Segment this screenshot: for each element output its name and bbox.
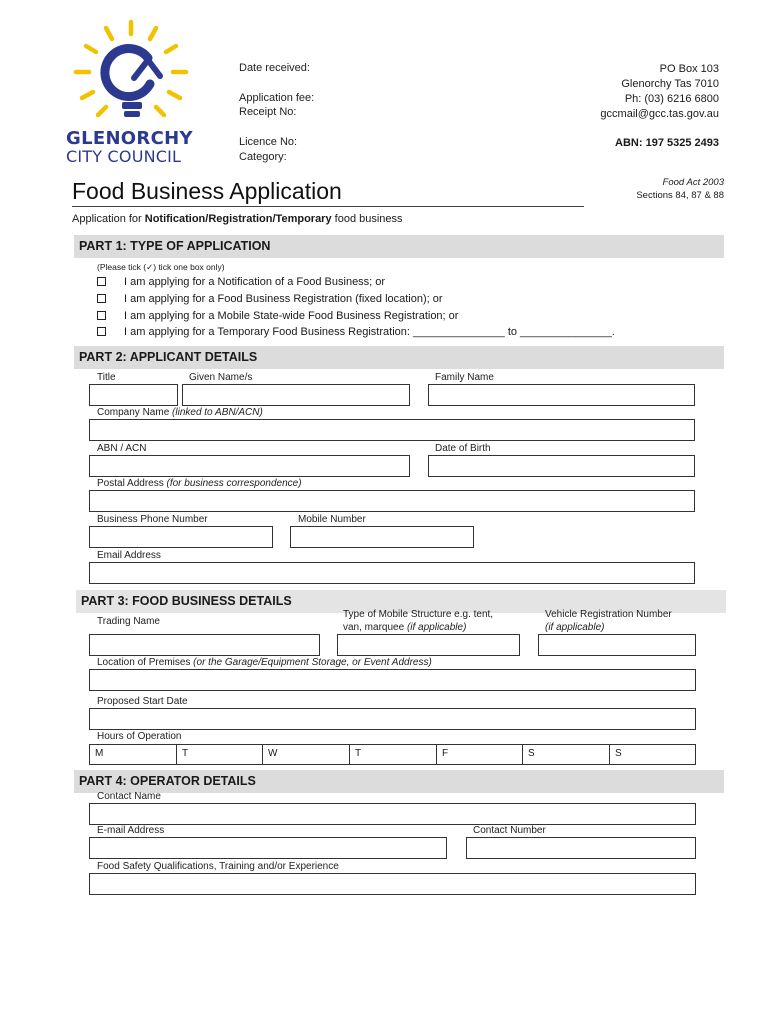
hours-label: Hours of Operation [97,731,182,742]
licence-no-label: Licence No: [239,136,298,148]
dob-field[interactable] [428,455,695,477]
part2-heading: PART 2: APPLICANT DETAILS [79,350,258,364]
hours-cell-fri[interactable]: F [442,748,449,759]
operator-email-field[interactable] [89,837,447,859]
qualifications-label: Food Safety Qualifications, Training and/or Experience [97,861,339,872]
act-sections: Sections 84, 87 & 88 [636,190,724,201]
contact-name-label: Contact Name [97,791,161,802]
abn: ABN: 197 5325 2493 [615,137,719,149]
family-name-label: Family Name [435,372,494,383]
page-title: Food Business Application [72,178,342,204]
part4-heading-bar [74,770,724,793]
business-phone-label: Business Phone Number [97,514,208,525]
option-temporary: I am applying for a Temporary Food Business Registration: _______________ to _______________. [124,326,615,338]
option-notification: I am applying for a Notification of a Food Business; or [124,276,386,288]
mobile-field[interactable] [290,526,474,548]
hours-divider [262,744,263,765]
city: Glenorchy Tas 7010 [621,78,719,90]
vehicle-reg-label: Vehicle Registration Number (if applicable) [545,609,672,633]
start-date-field[interactable] [89,708,696,730]
checkbox-registration[interactable] [97,294,106,303]
part1-heading: PART 1: TYPE OF APPLICATION [79,239,271,253]
email: gccmail@gcc.tas.gov.au [600,108,719,120]
business-phone-field[interactable] [89,526,273,548]
hours-divider [436,744,437,765]
hours-cell-tue[interactable]: T [182,748,189,759]
council-name-line2: CITY COUNCIL [66,147,182,166]
hours-divider [522,744,523,765]
company-name-label: Company Name (linked to ABN/ACN) [97,407,263,418]
operator-email-label: E-mail Address [97,825,165,836]
dob-label: Date of Birth [435,443,491,454]
given-names-label: Given Name/s [189,372,253,383]
email-field[interactable] [89,562,695,584]
hours-table [89,744,696,765]
council-logo [64,18,199,168]
postal-address-field[interactable] [89,490,695,512]
trading-name-field[interactable] [89,634,320,656]
location-label: Location of Premises (or the Garage/Equipment Storage, or Event Address) [97,657,432,668]
checkbox-notification[interactable] [97,277,106,286]
po-box: PO Box 103 [659,63,719,75]
part1-instruction: (Please tick (✓) tick one box only) [97,262,225,272]
part2-heading-bar [74,346,724,369]
sun-bulb-icon [64,18,199,130]
part1-heading-bar [74,235,724,258]
company-name-field[interactable] [89,419,695,441]
trading-name-label: Trading Name [97,616,160,627]
email-label: Email Address [97,550,161,561]
given-names-field[interactable] [182,384,410,406]
act-name: Food Act 2003 [662,177,724,188]
contact-name-field[interactable] [89,803,696,825]
hours-divider [609,744,610,765]
hours-divider [349,744,350,765]
start-date-label: Proposed Start Date [97,696,188,707]
contact-number-field[interactable] [466,837,696,859]
title-rule [72,206,584,207]
application-fee-label: Application fee: [239,92,315,104]
mobile-structure-label: Type of Mobile Structure e.g. tent, van, marquee (if applicable) [343,609,494,633]
subtitle: Application for Notification/Registration/Temporary food business [72,213,403,225]
checkbox-mobile[interactable] [97,311,106,320]
option-mobile: I am applying for a Mobile State-wide Food Business Registration; or [124,310,459,322]
hours-cell-wed[interactable]: W [268,748,278,759]
abn-acn-field[interactable] [89,455,410,477]
option-registration: I am applying for a Food Business Registration (fixed location); or [124,293,443,305]
council-name-line1: GLENORCHY [66,128,193,149]
hours-cell-sun[interactable]: S [615,748,622,759]
abn-acn-label: ABN / ACN [97,443,147,454]
hours-divider [176,744,177,765]
checkbox-temporary[interactable] [97,327,106,336]
part4-heading: PART 4: OPERATOR DETAILS [79,774,256,788]
part3-heading: PART 3: FOOD BUSINESS DETAILS [81,594,292,608]
phone: Ph: (03) 6216 6800 [624,93,719,105]
mobile-label: Mobile Number [298,514,366,525]
hours-cell-mon[interactable]: M [95,748,104,759]
mobile-structure-field[interactable] [337,634,520,656]
postal-address-label: Postal Address (for business correspondence) [97,478,302,489]
title-label: Title [97,372,116,383]
title-field[interactable] [89,384,178,406]
contact-block [600,62,719,122]
qualifications-field[interactable] [89,873,696,895]
hours-cell-thu[interactable]: T [355,748,362,759]
location-field[interactable] [89,669,696,691]
date-received-label: Date received: [239,62,310,74]
contact-number-label: Contact Number [473,825,546,836]
family-name-field[interactable] [428,384,695,406]
receipt-no-label: Receipt No: [239,106,297,118]
vehicle-reg-field[interactable] [538,634,696,656]
category-label: Category: [239,151,287,163]
hours-cell-sat[interactable]: S [528,748,535,759]
